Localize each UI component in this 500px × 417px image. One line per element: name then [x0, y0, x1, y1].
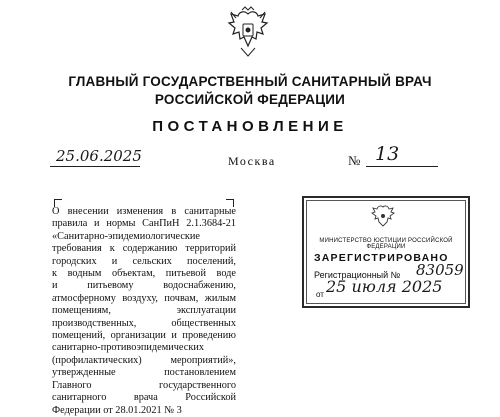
subject-line: к водным объектам, питьевой воде: [52, 268, 236, 280]
authority-title: ГЛАВНЫЙ ГОСУДАРСТВЕННЫЙ САНИТАРНЫЙ ВРАЧ: [68, 74, 432, 89]
document-number: 13: [375, 143, 400, 165]
document-subject: [52, 206, 236, 417]
document-date: 25.06.2025: [56, 147, 142, 165]
coat-of-arms-icon: [225, 6, 271, 58]
subject-line: «Санитарно-эпидемиологические: [52, 230, 201, 242]
subject-line: (профилактических) мероприятий»,: [52, 354, 236, 366]
subject-line: производственных, общественных: [52, 317, 236, 329]
registration-stamp: [302, 196, 470, 308]
subject-line: городских и сельских поселений,: [52, 255, 236, 267]
subject-line: и питьевому водоснабжению,: [52, 280, 236, 292]
stamp-reg-number: 83059: [416, 261, 464, 279]
stamp-ministry: МИНИСТЕРСТВО ЮСТИЦИИ РОССИЙСКОЙ ФЕДЕРАЦИИ: [319, 238, 453, 250]
subject-line: требования к содержанию территорий: [52, 243, 236, 255]
subject-line: помещений, организации и проведению: [52, 330, 236, 342]
subject-line: утвержденные постановлением: [52, 367, 236, 379]
date-underline: [50, 166, 140, 167]
number-underline: [366, 166, 438, 167]
coat-of-arms-icon: [370, 203, 396, 231]
document-city: Москва: [228, 154, 276, 168]
stamp-date: 25 июля 2025: [326, 277, 443, 296]
stamp-from-label: от: [316, 290, 324, 299]
subject-line: правила и нормы СанПиН 2.1.3684-21: [52, 218, 236, 230]
number-sign: №: [348, 153, 361, 168]
subject-line: атмосферному воздуху, почвам, жилым: [52, 292, 236, 304]
authority-subtitle: РОССИЙСКОЙ ФЕДЕРАЦИИ: [154, 92, 346, 107]
subject-line: О внесении изменения в санитарные: [52, 206, 236, 217]
subject-line: Федерации от 28.01.2021 № 3: [52, 404, 182, 416]
subject-line: санитарно-противоэпидемических: [52, 342, 204, 354]
subject-line: помещениям, эксплуатации: [52, 305, 236, 317]
stamp-reg-label: Регистрационный №: [314, 270, 401, 280]
document-type: ПОСТАНОВЛЕНИЕ: [152, 118, 348, 135]
subject-line: санитарного врача Российской: [52, 392, 236, 404]
subject-line: Главного государственного: [52, 379, 236, 391]
stamp-registered: ЗАРЕГИСТРИРОВАНО: [314, 252, 449, 264]
